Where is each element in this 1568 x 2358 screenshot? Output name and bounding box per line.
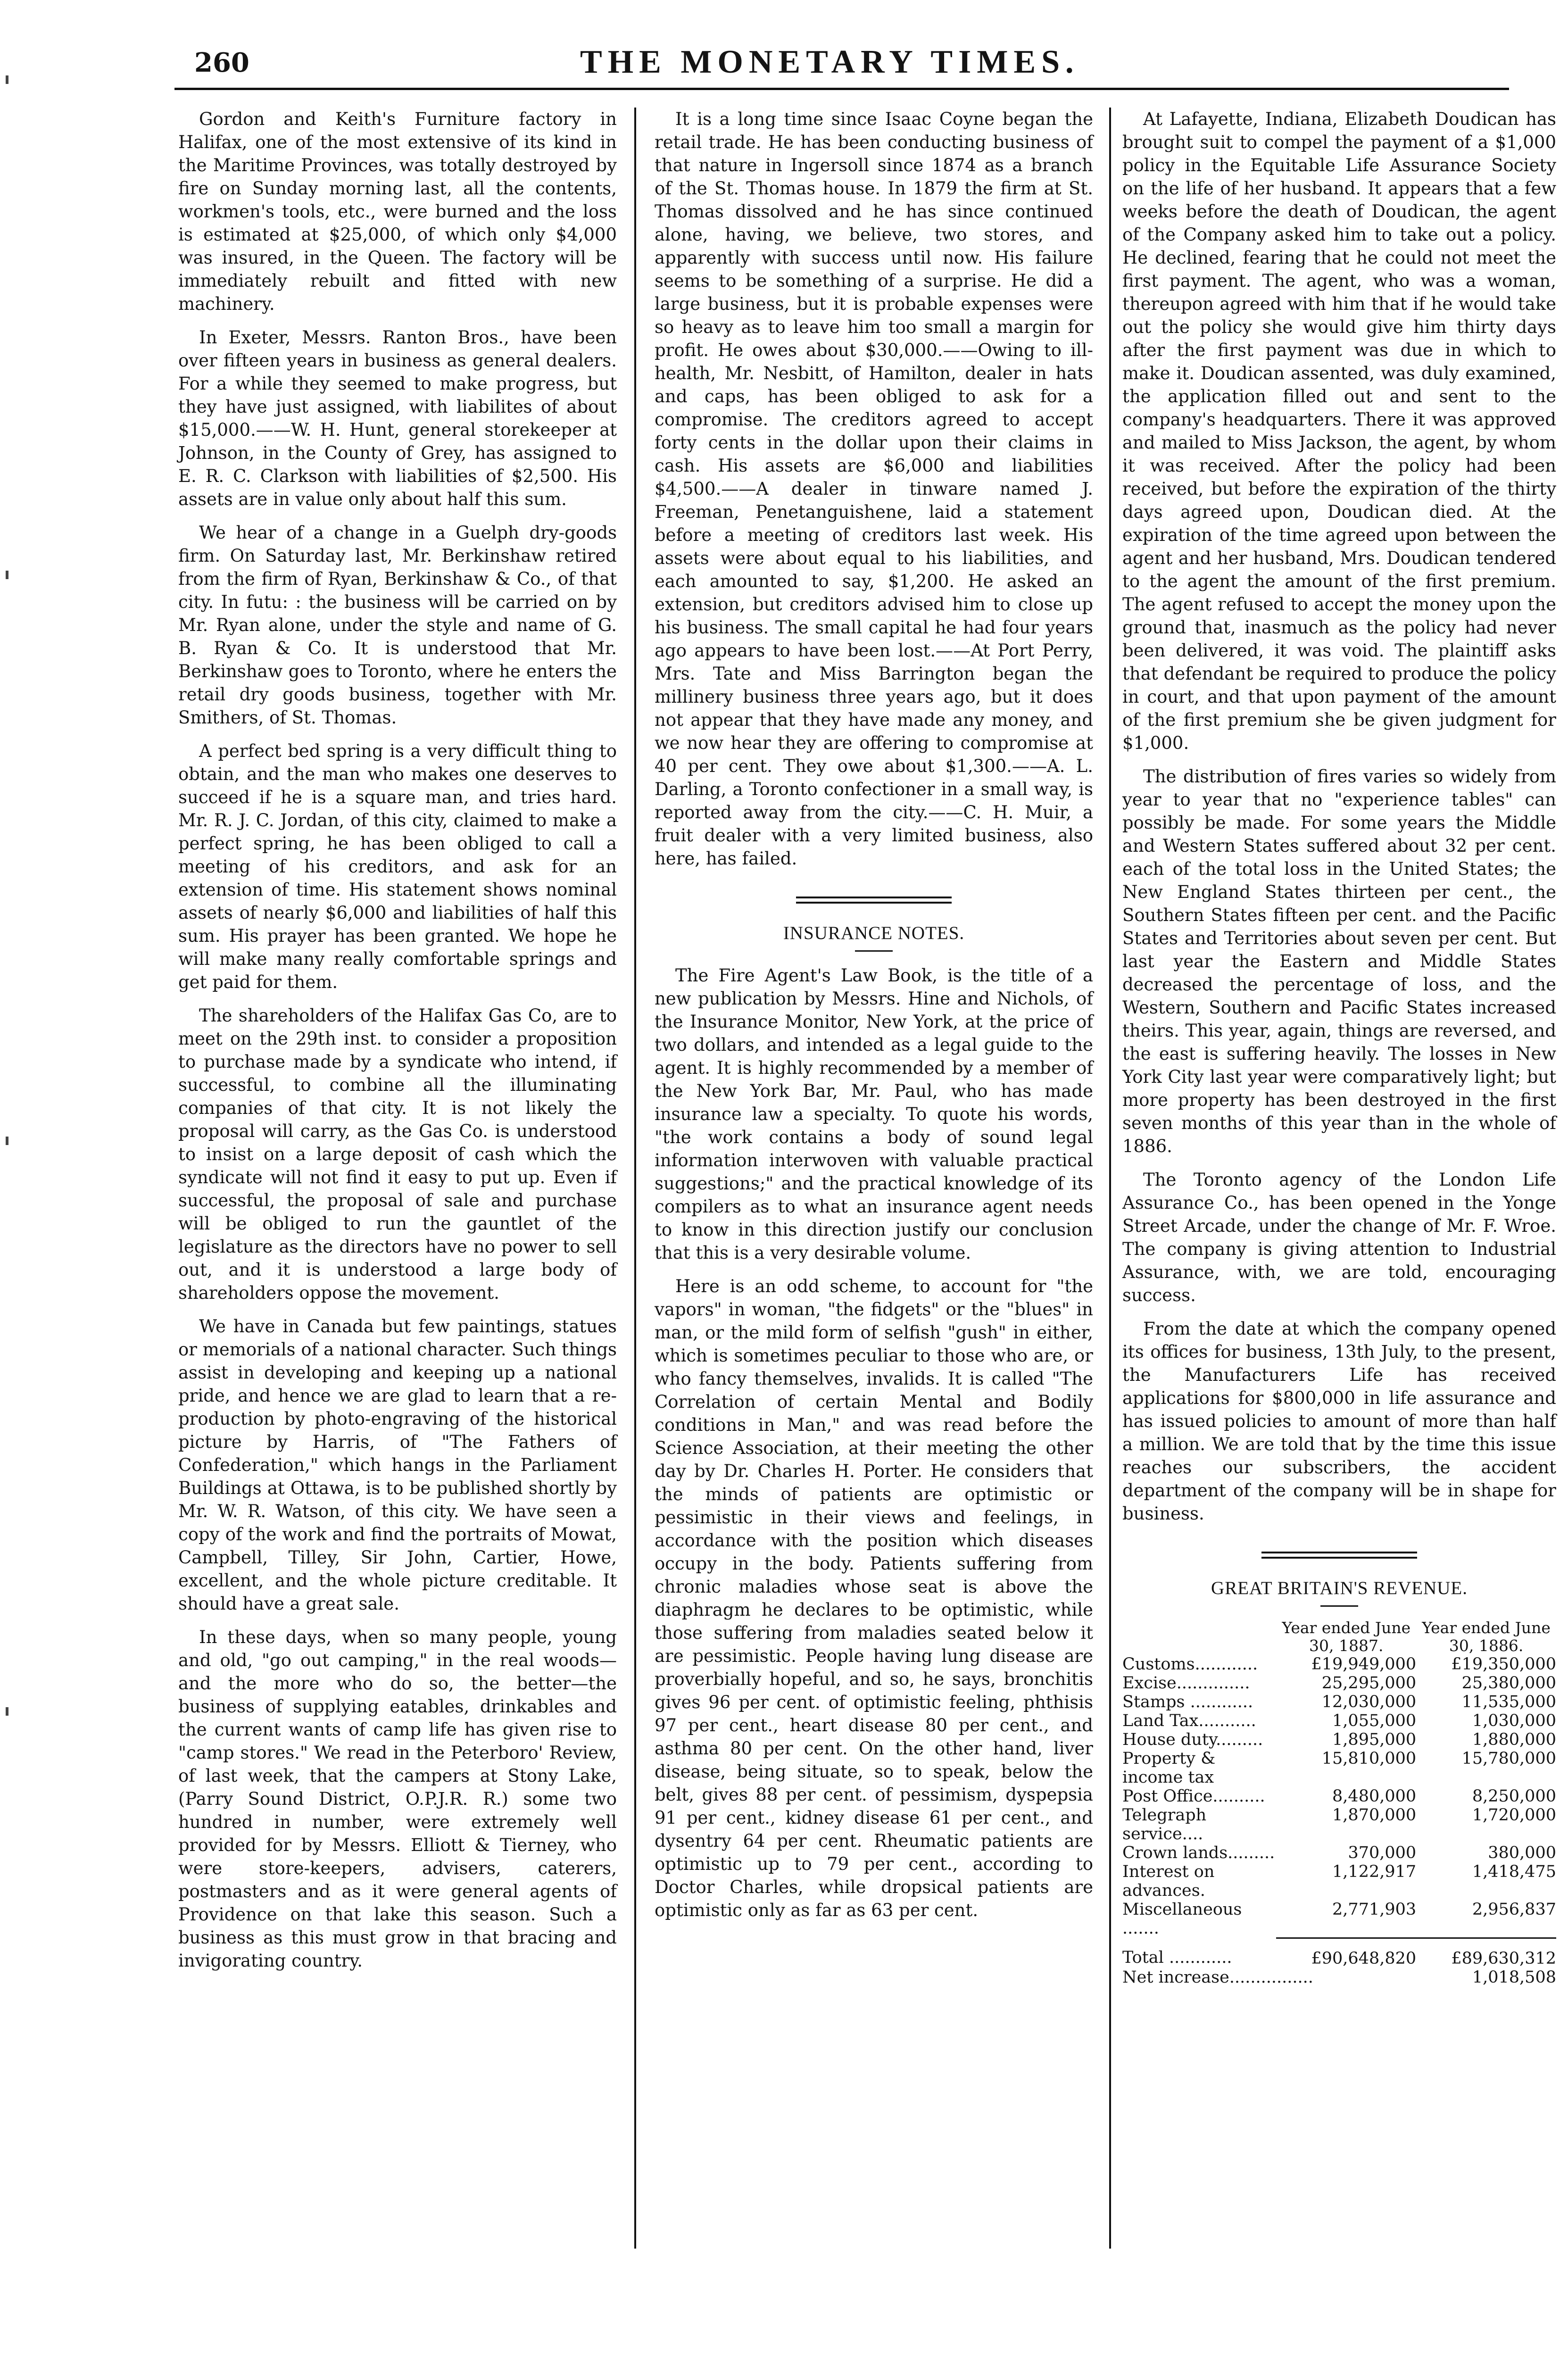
total-label: Total ............ xyxy=(1122,1948,1232,1967)
heading-short-rule xyxy=(1320,1605,1358,1607)
section-heading: GREAT BRITAIN'S REVENUE. xyxy=(1211,1578,1468,1598)
table-row xyxy=(1122,1711,1556,1730)
scan-mark xyxy=(6,571,8,579)
row-label: Post Office.......... xyxy=(1122,1787,1265,1806)
article-manufacturers-life: From the date at which the company opened its offices for business, 13th July, to the present, the Manufacturers Life has received applications for $800,000 in life assurance and has issued policies to amount of more than half a million. We are told that by the time this issue reaches our subscribers, the accident department of the company will be in shape for business. xyxy=(1122,1319,1556,1524)
table-row xyxy=(1122,1787,1556,1806)
column-divider xyxy=(634,108,636,2249)
section-double-rule xyxy=(796,897,952,904)
row-value-1887: 1,122,917 xyxy=(1332,1862,1417,1881)
row-label: Crown lands......... xyxy=(1122,1843,1275,1862)
scan-mark xyxy=(6,1707,8,1716)
row-value-1887: £19,949,000 xyxy=(1311,1655,1417,1674)
row-value-1886: 1,720,000 xyxy=(1472,1806,1556,1825)
article-lafayette-suit: At Lafayette, Indiana, Elizabeth Doudican has brought suit to compel the payment of a $1,000 policy in the Equitable Life Assurance Society on the life of her husband. It appears that a few weeks before the death of Doudican, the agent of the Company asked him to take out a policy. He declined, fearing that he could not meet the first payment. The agent, who was a woman, thereupon agreed with him that if he would take out the policy she would give him thirty days after the first payment was due in which to make it. Doudican assented, was duly examined, the application filled out and sent to the company's headquarters. There it was approved and mailed to Miss Jackson, the agent, by whom it was received. After the policy had been received, but before the expiration of the thirty days agreed upon, Doudican died. At the expiration of the time agreed upon between the agent and her husband, Mrs. Doudican tendered to the agent the amount of the first premium. The agent refused to accept the money upon the ground that, inasmuch as the policy had never been delivered, it was void. The plaintiff asks that defendant be required to produce the policy in court, and that upon payment of the amount of the first premium she be given judgment for $1,000. xyxy=(1122,109,1556,753)
table-row xyxy=(1122,1674,1556,1693)
heading-short-rule xyxy=(855,950,893,952)
article-bed-spring: A perfect bed spring is a very difficult thing to obtain, and the man who makes one deserves to succeed if he is a square man, and tries hard. Mr. R. J. C. Jordan, of this city, claimed to make a perfect spring, he has been obliged to call a meeting of his creditors, and ask for an extension of time. His statement shows nominal assets of nearly $6,000 and liabilities of half this sum. His prayer has been granted. We hope he will make many really comfortable springs and get paid for them. xyxy=(178,741,617,992)
page-edge-scan-marks xyxy=(0,0,19,2358)
article-exeter-ranton: In Exeter, Messrs. Ranton Bros., have been over fifteen years in business as general dealers. For a while they seemed to make progress, but they have just assigned, with liabilites of about $15,000.——W. H. Hunt, general storekeeper at Johnson, in the County of Grey, has assigned to E. R. C. Clarkson with liabilities of $2,500. His assets are in value only about half this sum. xyxy=(178,327,617,509)
row-value-1887: 1,870,000 xyxy=(1332,1806,1417,1825)
row-label: Interest on advances. xyxy=(1122,1862,1215,1900)
section-heading: INSURANCE NOTES. xyxy=(783,923,965,943)
row-value-1886: £19,350,000 xyxy=(1451,1655,1556,1674)
table-header-1886: Year ended June 30, 1886. xyxy=(1422,1619,1551,1655)
article-fire-distribution: The distribution of fires varies so widely from year to year that no "experience tables" can possibly be made. For some years the Middle and Western States suffered about 32 per cent. each of the total loss in the United States; the New England States thirteen per cent., the Southern States fifteen per cent. and the Pacific States and Territories about seven per cent. But last year the Eastern and Middle States decreased the percentage of loss, and the Western, Southern and Pacific States increased theirs. This year, again, things are reversed, and the east is suffering heavily. The losses in New York City last year were comparatively light; but more property has been destroyed in the first seven months of this year than in the whole of 1886. xyxy=(1122,766,1556,1156)
article-halifax-gas: The shareholders of the Halifax Gas Co, are to meet on the 29th inst. to consider a proposition to purchase made by a syndicate who intend, if successful, to combine all the illuminating companies of that city. It is not likely the proposal will carry, as the Gas Co. is understood to insist on a large deposit of cash which the syndicate will not find it easy to put up. Even if successful, the proposal of sale and purchase will be obliged to run the gauntlet of the legislature as the directors have no power to sell out, and it is understood a large body of shareholders oppose the movement. xyxy=(178,1005,617,1303)
page-number: 260 xyxy=(194,47,249,78)
revenue-table xyxy=(1122,1619,1556,1987)
row-value-1887: 8,480,000 xyxy=(1332,1787,1417,1806)
row-value-1886: 1,418,475 xyxy=(1472,1862,1556,1881)
article-isaac-coyne: It is a long time since Isaac Coyne began the retail trade. He has been conducting business of that nature in Ingersoll since 1874 as a branch of the St. Thomas house. In 1879 the firm at St. Thomas dissolved and he has since continued alone, having, we believe, two stores, and apparently with success until now. His failure seems to be something of a surprise. He did a large business, but it is probable expenses were so heavy as to leave him too small a margin for profit. He owes about $30,000.——Owing to ill-health, Mr. Nesbitt, of Hamilton, dealer in hats and caps, has been obliged to ask for a compromise. The creditors agreed to accept forty cents in the dollar upon their claims in cash. His assets are $6,000 and liabilities $4,500.——A dealer in tinware named J. Freeman, Penetanguishene, laid a statement before a meeting of creditors last week. His assets were about equal to his liabilities, and each amounted to say, $1,200. He asked an extension, but creditors advised him to close up his business. The small capital he had four years ago appears to have been lost.——At Port Perry, Mrs. Tate and Miss Barrington began the millinery business three years ago, but it does not appear that they have made any money, and we now hear they are offering to compromise at 40 per cent. They owe about $1,300.——A. L. Darling, a Toronto confectioner in a small way, is reported away from the city.——C. H. Muir, a fruit dealer with a very limited business, also here, has failed. xyxy=(655,109,1093,869)
table-header-blank xyxy=(1122,1619,1276,1655)
article-camp-stores: In these days, when so many people, young and old, "go out camping," in the real woods—and the more who do so, the better—the business of supplying eatables, drinkables and the current wants of camp life has given rise to "camp stores." We read in the Peterboro' Review, of last week, that the campers at Stony Lake, (Parry Sound District, O.P.J.R. R.) some two hundred in number, were extremely well provided for by Messrs. Elliott & Tierney, who were store-keepers, advisers, caterers, postmasters and as it were general agents of Providence on that lake this season. Such a business as this must grow in that bracing and invigorating country. xyxy=(178,1627,617,1971)
row-label: Land Tax........... xyxy=(1122,1711,1256,1730)
table-row xyxy=(1122,1693,1556,1711)
column-1 xyxy=(178,108,617,1983)
row-value-1887: 2,771,903 xyxy=(1332,1900,1417,1919)
total-value-1886: £89,630,312 xyxy=(1416,1938,1556,1968)
row-label: Telegraph service.... xyxy=(1122,1806,1207,1843)
article-london-life: The Toronto agency of the London Life Assurance Co., has been opened in the Yonge Street Arcade, under the change of Mr. F. Wroe. The company is giving attention to Industrial Assurance, with, we are told, encouraging success. xyxy=(1122,1170,1556,1305)
column-3 xyxy=(1122,108,1556,1987)
row-label: Property & income tax xyxy=(1122,1749,1216,1787)
table-row xyxy=(1122,1730,1556,1749)
article-fire-agents-law-book: The Fire Agent's Law Book, is the title of a new publication by Messrs. Hine and Nichols, of the Insurance Monitor, New York, at the price of two dollars, and intended as a legal guide to the agent. It is highly recommended by a member of the New York Bar, Mr. Paul, who has made insurance law a specialty. To quote his words, "the work contains a body of sound legal information interwoven with valuable practical suggestions;" and the practical knowledge of its compilers as to what an insurance agent needs to know in this direction justify our conclusion that this is a very desirable volume. xyxy=(655,965,1093,1263)
column-2 xyxy=(655,108,1093,1932)
row-label: Miscellaneous ....... xyxy=(1122,1900,1242,1938)
table-row xyxy=(1122,1900,1556,1938)
article-paintings: We have in Canada but few paintings, statues or memorials of a national character. Such things assist in developing and keeping up a national pride, and hence we are glad to learn that a re-production by photo-engraving of the historical picture by Harris, of "The Fathers of Confederation," which hangs in the Parliament Buildings at Ottawa, is to be published shortly by Mr. W. R. Watson, of this city. We have seen a copy of the work and find the portraits of Mowat, Campbell, Tilley, Sir John, Cartier, Howe, excellent, and the whole picture creditable. It should have a great sale. xyxy=(178,1316,617,1614)
table-header-1887: Year ended June 30, 1887. xyxy=(1282,1619,1411,1655)
scan-mark xyxy=(6,75,8,84)
article-gordon-keith-fire: Gordon and Keith's Furniture factory in Halifax, one of the most extensive of its kind in the Maritime Provinces, was totally destroyed by fire on Sunday morning last, all the contents, workmen's tools, etc., were burned and the loss is estimated at $25,000, of which only $4,000 was insured, in the Queen. The factory will be immediately rebuilt and fitted with new machinery. xyxy=(178,109,617,314)
total-value-1887: £90,648,820 xyxy=(1276,1938,1416,1968)
table-row xyxy=(1122,1843,1556,1862)
row-label: House duty......... xyxy=(1122,1730,1263,1749)
table-row xyxy=(1122,1655,1556,1674)
section-double-rule xyxy=(1261,1552,1417,1559)
masthead-title: THE MONETARY TIMES. xyxy=(580,44,1079,80)
row-label: Customs............ xyxy=(1122,1655,1258,1674)
row-value-1886: 1,030,000 xyxy=(1472,1711,1556,1730)
row-value-1886: 2,956,837 xyxy=(1472,1900,1556,1919)
row-value-1887: 370,000 xyxy=(1348,1843,1417,1862)
row-value-1887: 1,055,000 xyxy=(1332,1711,1417,1730)
row-value-1887: 1,895,000 xyxy=(1332,1730,1417,1749)
row-value-1886: 11,535,000 xyxy=(1461,1693,1556,1711)
row-value-1886: 380,000 xyxy=(1488,1843,1556,1862)
row-value-1886: 25,380,000 xyxy=(1461,1674,1556,1693)
row-value-1886: 15,780,000 xyxy=(1461,1749,1556,1768)
row-value-1886: 1,880,000 xyxy=(1472,1730,1556,1749)
row-value-1886: 8,250,000 xyxy=(1472,1787,1556,1806)
article-guelph-dry-goods: We hear of a change in a Guelph dry-goods firm. On Saturday last, Mr. Berkinshaw retired from the firm of Ryan, Berkinshaw & Co., of that city. In futu: : the business will be carried on by Mr. Ryan alone, under the style and name of G. B. Ryan & Co. It is understood that Mr. Berkinshaw goes to Toronto, where he enters the retail dry goods business, together with Mr. Smithers, of St. Thomas. xyxy=(178,523,617,728)
column-divider xyxy=(1109,108,1111,2249)
net-increase-value: 1,018,508 xyxy=(1472,1968,1556,1987)
table-row xyxy=(1122,1862,1556,1900)
table-header-row xyxy=(1122,1619,1556,1655)
table-total-row xyxy=(1122,1938,1556,1968)
row-value-1887: 12,030,000 xyxy=(1321,1693,1417,1711)
row-label: Excise.............. xyxy=(1122,1674,1250,1693)
table-row xyxy=(1122,1806,1556,1843)
article-mental-bodily-conditions: Here is an odd scheme, to account for "the vapors" in woman, "the fidgets" or the "blues" in man, or the mild form of selfish "gush" in either, which is sometimes peculiar to those who are, or who fancy themselves, invalids. It is called "The Correlation of certain Mental and Bodily conditions in Man," and was read before the Science Association, at their meeting the other day by Dr. Charles H. Porter. He considers that the minds of patients are optimistic or pessimistic in their views and feelings, in accordance with the position which diseases occupy in the body. Patients suffering from chronic maladies whose seat is above the diaphragm he declares to be optimistic, while those suffering from maladies seated below it are pessimistic. People having lung disease are proverbially hopeful, and so, he says, bronchitis gives 96 per cent. of optimistic feeling, phthisis 97 per cent., heart disease 80 per cent., and asthma 80 per cent. On the other hand, liver disease, being situate, so to speak, below the belt, gives 88 per cent. of pessimism, dyspepsia 91 per cent., kidney disease 61 per cent., and dysentry 64 per cent. Rheumatic patients are optimistic up to 79 per cent., according to Doctor Charles, while dropsical patients are optimistic only as far as 63 per cent. xyxy=(655,1276,1093,1920)
row-value-1887: 15,810,000 xyxy=(1321,1749,1417,1768)
scan-mark xyxy=(6,1137,8,1145)
table-net-increase-row xyxy=(1122,1968,1556,1987)
row-value-1887: 25,295,000 xyxy=(1321,1674,1417,1693)
row-label: Stamps ............ xyxy=(1122,1693,1253,1711)
header-rule xyxy=(174,88,1509,90)
table-row xyxy=(1122,1749,1556,1787)
net-increase-label: Net increase................ xyxy=(1122,1968,1313,1987)
